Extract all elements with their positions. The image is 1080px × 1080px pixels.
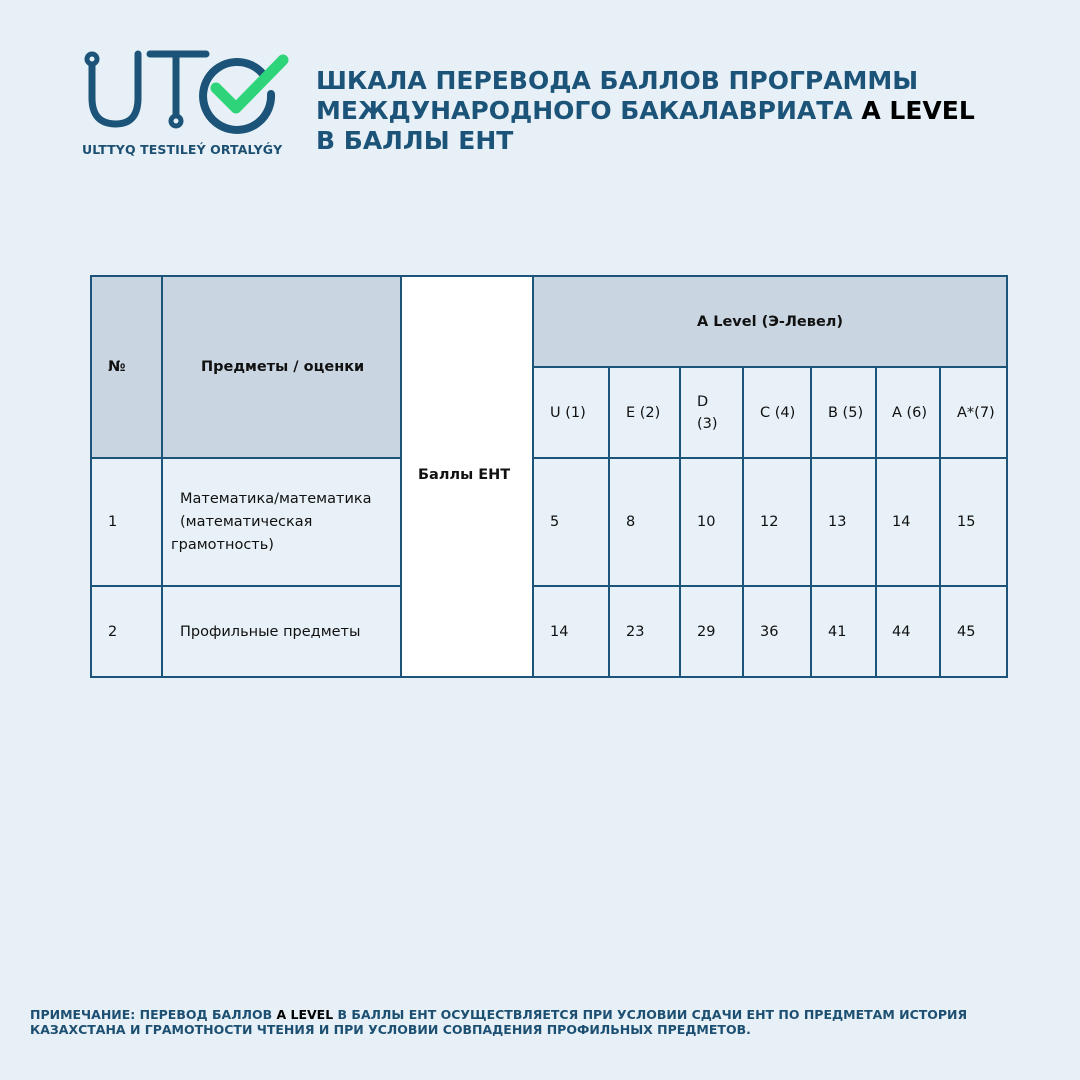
logo [80,46,290,166]
page-title [316,66,1056,156]
row-number: 2 [91,586,162,677]
score-cell: 14 [876,458,940,586]
grade-u: U (1) [533,367,609,458]
score-cell: 29 [680,586,743,677]
score-cell: 23 [609,586,680,677]
row-subject-line: Математика/математика [180,490,372,507]
score-cell: 13 [811,458,876,586]
footnote-suffix: В БАЛЛЫ ЕНТ ОСУЩЕСТВЛЯЕТСЯ ПРИ УСЛОВИИ СДАЧИ ЕНТ ПО ПРЕДМЕТАМ ИСТОРИЯ КАЗАХСТАНА И ГРАМОТНОСТИ ЧТЕНИЯ И ПРИ УСЛОВИИ СОВПАДЕНИЯ ПРОФИЛЬНЫХ ПРЕДМЕТОВ. [30,1007,968,1037]
table-row [91,458,1007,586]
score-cell: 41 [811,586,876,677]
title-line-3: В БАЛЛЫ ЕНТ [316,126,514,155]
grade-a-star: A*(7) [940,367,1007,458]
title-line-1: ШКАЛА ПЕРЕВОДА БАЛЛОВ ПРОГРАММЫ [316,66,919,95]
grade-d: D (3) [680,367,743,458]
footnote-accent: A LEVEL [276,1007,334,1022]
footnote [30,1007,1050,1037]
grade-e: E (2) [609,367,680,458]
score-cell: 14 [533,586,609,677]
title-accent: A LEVEL [861,96,975,125]
score-cell: 15 [940,458,1007,586]
table-row [91,586,1007,677]
score-cell: 5 [533,458,609,586]
row-subject: Профильные предметы [162,586,401,677]
score-cell: 12 [743,458,811,586]
header-number: № [91,276,162,458]
row-subject-line: грамотность) [171,536,274,553]
grade-c: C (4) [743,367,811,458]
header-subject: Предметы / оценки [162,276,401,458]
row-subject [162,458,401,586]
header-ent-score: Баллы ЕНТ [401,276,533,677]
conversion-table [90,275,1008,678]
footnote-prefix: ПРИМЕЧАНИЕ: ПЕРЕВОД БАЛЛОВ [30,1007,273,1022]
logo-mark-icon [80,46,290,141]
title-line-2 [316,96,1056,126]
grade-a: A (6) [876,367,940,458]
brand-name: ULTTYQ TESTILEÝ ORTALYǴY [82,142,283,157]
title-line-2-prefix: МЕЖДУНАРОДНОГО БАКАЛАВРИАТА [316,96,853,125]
score-cell: 45 [940,586,1007,677]
score-cell: 36 [743,586,811,677]
grade-b: B (5) [811,367,876,458]
row-subject-line: (математическая [180,513,313,530]
score-cell: 8 [609,458,680,586]
score-cell: 10 [680,458,743,586]
score-cell: 44 [876,586,940,677]
row-number: 1 [91,458,162,586]
header-a-level: A Level (Э-Левел) [533,276,1007,367]
